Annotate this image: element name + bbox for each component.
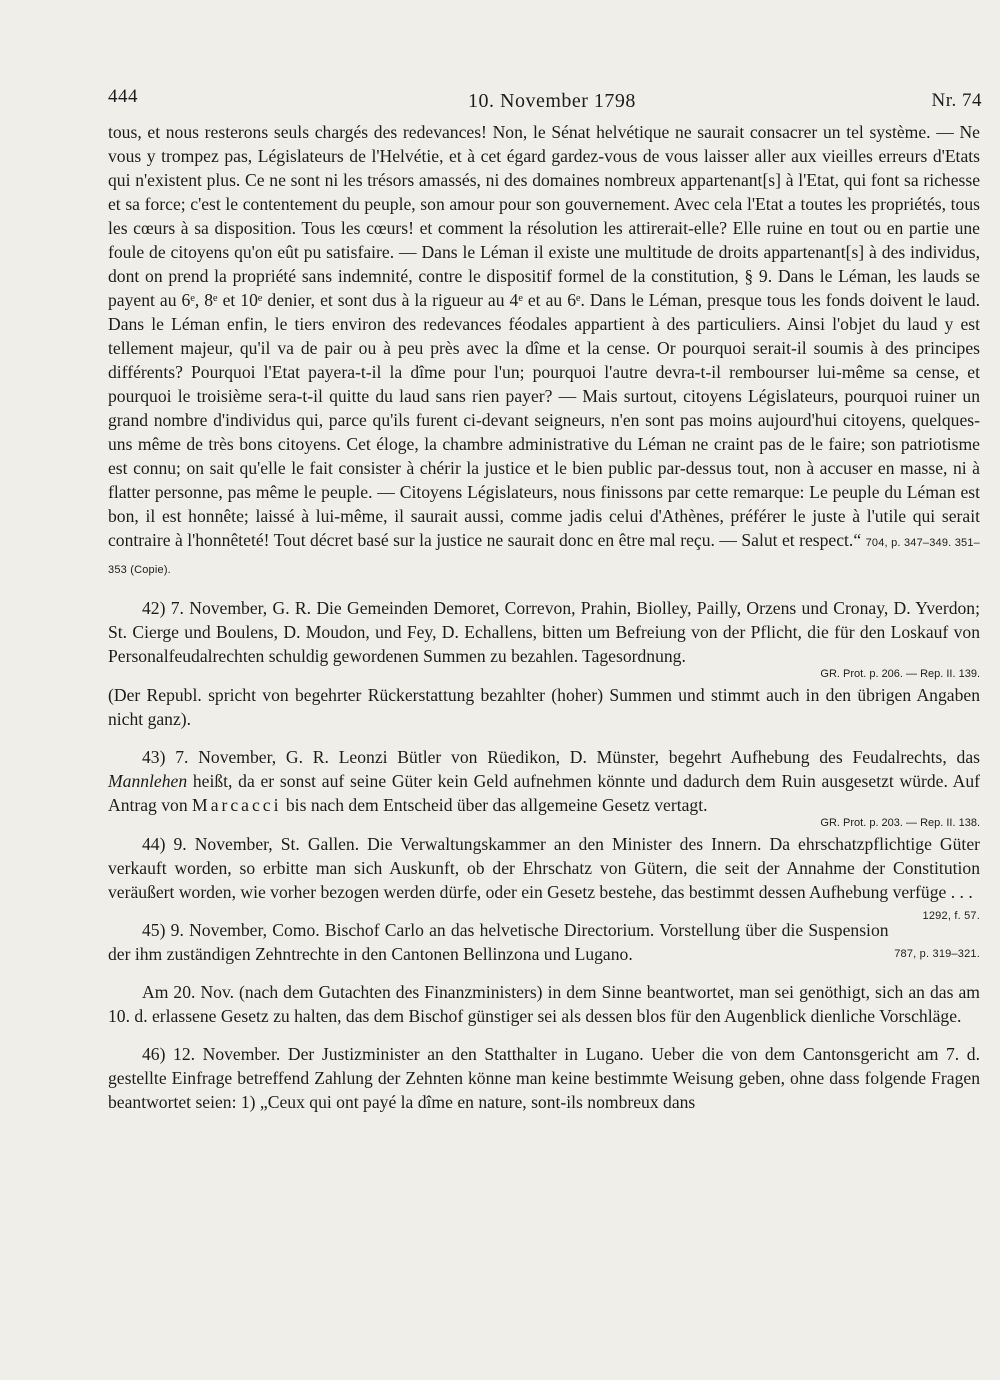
- entry-45-note: Am 20. Nov. (nach dem Gutachten des Finanzministers) in dem Sinne beantwortet, man sei genöthigt, sich an das am 10. d. erlassene Gesetz zu halten, das dem Bischof günstiger sei als dessen blos für den Augenblick dienliche Vorschläge.: [108, 982, 980, 1026]
- page-number: 444: [108, 86, 138, 107]
- entry-42-text: 42) 7. November, G. R. Die Gemeinden Demoret, Correvon, Prahin, Biolley, Pailly, Orzens und Cronay, D. Yverdon; St. Cierge und Boulens, D. Moudon, und Fey, D. Echallens, bitten um Befreiung von der Pflicht, die für den Loskauf von Personalfeudalrechten schuldig gewordenen Summen zu bezahlen. Tagesordnung.: [108, 598, 980, 666]
- entry-44: [108, 832, 980, 922]
- paragraph-letter-continuation: [108, 120, 980, 582]
- entry-45: [108, 918, 980, 966]
- entry-42-note: (Der Republ. spricht von begehrter Rückerstattung bezahlter (hoher) Summen und stimmt auch in den übrigen Angaben nicht ganz).: [108, 685, 980, 729]
- document-number: Nr. 74: [931, 90, 982, 111]
- entry-44-text: 44) 9. November, St. Gallen. Die Verwaltungskammer an den Minister des Innern. Da ehrschatzpflichtige Güter verkauft worden, so erbitte man sich Auskunft, ob der Ehrschatz von Gütern, die seit der Annahme der Constitution veräußert worden, wie vorher bezogen werden dürfe, oder ein Gesetz bestehe, das bestimmt dessen Aufhebung verfüge . . .: [108, 834, 980, 902]
- entry-43: [108, 745, 980, 832]
- entry-44-citation: 1292, f. 57.: [922, 910, 980, 922]
- entry-46: 46) 12. November. Der Justizminister an den Statthalter in Lugano. Ueber die von dem Cantonsgericht am 7. d. gestellte Einfrage betreffend Zahlung der Zehnten könne man keine bestimmte Weisung geben, ohne dass folgende Fragen beantwortet seien: 1) „Ceux qui ont payé la dîme en nature, sont-ils nombreux dans: [108, 1044, 980, 1112]
- entry-43-citation: GR. Prot. p. 203. — Rep. II. 138.: [820, 817, 980, 829]
- letter-text: tous, et nous resterons seuls chargés des redevances! Non, le Sénat helvétique ne saurait consacrer un tel système. — Ne vous y trompez pas, Législateurs de l'Helvétie, et à cet égard gardez-vous de vous laisser aller aux vieilles erreurs d'Etats qui n'existent plus. Ce ne sont ni les trésors amassés, ni des domaines nombreux appartenant[s] à l'Etat, qui font sa richesse et sa force; c'est le contentement du peuple, son amour pour son gouvernement. Avec cela l'Etat a toutes les propriétés, tous les cœurs à sa disposition. Tous les cœurs! et comment la résolution les attirerait-elle? Elle ruine en tout ou en partie une foule de citoyens qu'on eût pu satisfaire. — Dans le Léman il existe une multitude de droits appartenant[s] à des individus, dont on prend la propriété sans indemnité, contre le dispositif formel de la constitution, § 9. Dans le Léman, les lauds se payent au 6ᵉ, 8ᵉ et 10ᵉ denier, et sont dus à la rigueur au 4ᵉ et au 6ᵉ. Dans le Léman, presque tous les fonds doivent le laud. Dans le Léman enfin, le tiers environ des redevances féodales appartient à des particuliers. Ainsi l'objet du laud y est tellement majeur, qu'il va de pair ou à peu près avec la dîme et la cense. Or pourquoi serait-il soumis à des principes différents? Pourquoi l'Etat payera-t-il la dîme pour l'un; pourquoi l'autre devra-t-il rembourser lui-même sa cense, et pourquoi le troisième sera-t-il quitte du laud sans rien payer? — Mais surtout, citoyens Législateurs, pourquoi ruiner un grand nombre d'individus qui, parce qu'ils furent ci-devant seigneurs, n'en sont pas moins aujourd'hui citoyens, quelques-uns même de très bons citoyens. Cet éloge, la chambre administrative du Léman ne craint pas de le faire; son patriotisme est connu; on sait qu'elle le fait consister à chérir la justice et le bien public par-dessus tout, non à accuser en masse, ni à flatter personne, pas même le peuple. — Citoyens Législateurs, nous finissons par cette remarque: Le peuple du Léman est bon, il est honnête; laissé à lui-même, il saurait aussi, comme jadis celui d'Athènes, préférer le juste à l'utile qui serait contraire à l'honnêteté! Tout décret basé sur la justice ne saurait donc en être mal reçu. — Salut et respect.“: [108, 122, 980, 550]
- entry-42-citation: GR. Prot. p. 206. — Rep. II. 139.: [820, 668, 980, 680]
- entry-45-text: 45) 9. November, Como. Bischof Carlo an das helvetische Directorium. Vorstellung über die Suspension der ihm zuständigen Zehntrechte in den Cantonen Bellinzona und Lugano.: [108, 920, 889, 964]
- entry-43-term: Mannlehen: [108, 771, 188, 791]
- page-body: [108, 120, 980, 1114]
- entry-45-citation: 787, p. 319–321.: [894, 948, 980, 960]
- entry-43-text-b: heißt, da er sonst auf seine Güter kein Geld aufnehmen könnte und dadurch dem Ruin ausgesetzt würde. Auf Antrag von: [108, 771, 980, 815]
- entry-42: [108, 596, 980, 683]
- entry-43-name: Marcacci: [192, 795, 282, 815]
- source-citation: 704, p. 347–349. 351–353 (Copie).: [108, 537, 980, 576]
- running-header: [108, 86, 982, 112]
- header-date: 10. November 1798: [468, 90, 636, 112]
- entry-43-text-c: bis nach dem Entscheid über das allgemeine Gesetz vertagt.: [281, 795, 708, 815]
- entry-43-text-a: 43) 7. November, G. R. Leonzi Bütler von Rüedikon, D. Münster, begehrt Aufhebung des Feudalrechts, das: [142, 747, 980, 767]
